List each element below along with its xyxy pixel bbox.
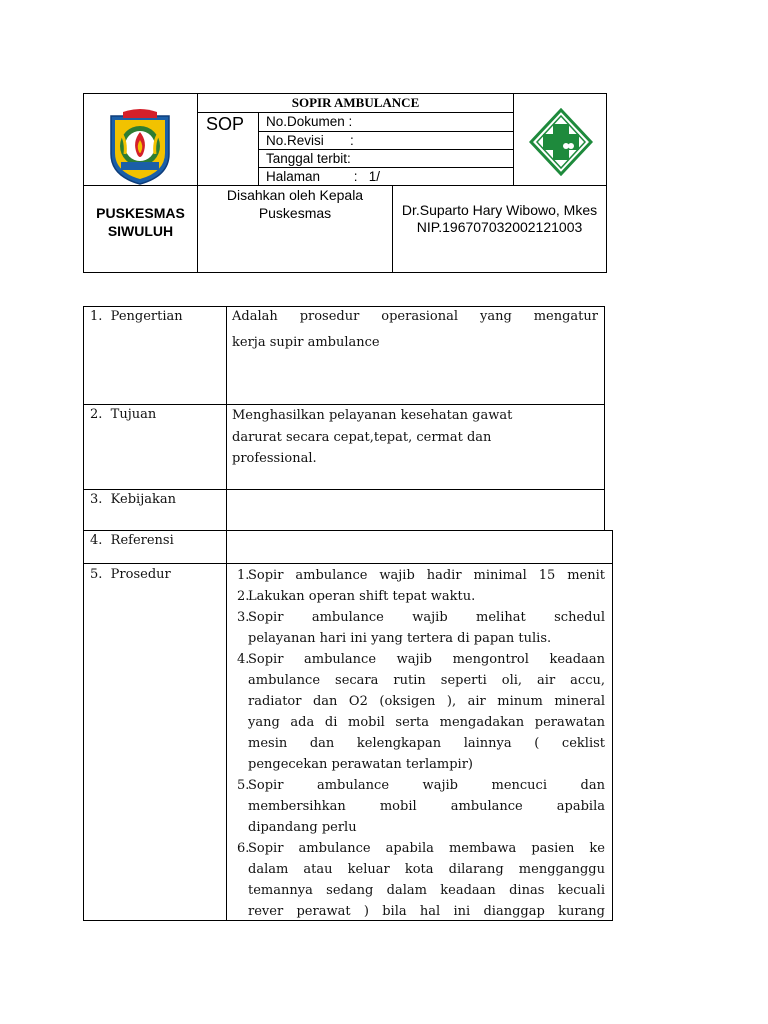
prosedur-label: 5. Prosedur xyxy=(90,567,171,582)
step-number: 3. xyxy=(237,610,250,625)
step-number: 6. xyxy=(237,841,250,856)
halaman-field: Halaman : 1/ xyxy=(266,169,381,184)
step-number: 4. xyxy=(237,652,250,667)
prosedur-step: 2. Lakukan operan shift tepat waktu. xyxy=(237,586,605,607)
pengertian-text-line2: kerja supir ambulance xyxy=(232,335,380,350)
no-revisi-field: No.Revisi : xyxy=(266,133,354,148)
referensi-label: 4. Referensi xyxy=(90,533,174,548)
step-number: 2. xyxy=(237,589,250,604)
prosedur-step: 1. Sopir ambulance wajib hadir minimal 15 menit xyxy=(237,565,605,586)
tujuan-label: 2. Tujuan xyxy=(90,407,157,422)
pengertian-text-line1: Adalah prosedur operasional yang mengatur xyxy=(232,309,598,324)
regency-emblem-icon xyxy=(103,108,177,186)
approval-text: Disahkan oleh Kepala Puskesmas xyxy=(226,187,364,221)
prosedur-step: 3. Sopir ambulance wajib melihat schedul pelayanan hari ini yang tertera di papan tulis. xyxy=(237,607,605,649)
prosedur-step: 6. Sopir ambulance apabila membawa pasien ke dalam atau keluar kota dilarang mengganggu temannya sedang dalam keadaan dinas kecuali rever perawat ) bila hal ini dianggap kurang xyxy=(237,838,605,922)
prosedur-step: 4. Sopir ambulance wajib mengontrol keadaan ambulance secara rutin seperti oli, air accu, radiator dan O2 (oksigen ), air minum mineral yang ada di mobil serta mengadakan perawatan mesin dan kelengkapan lainnya ( ceklist pengecekan perawatan terlampir) xyxy=(237,649,605,775)
sop-label: SOP xyxy=(206,114,245,134)
prosedur-step: 5. Sopir ambulance wajib mencuci dan membersihkan mobil ambulance apabila dipandang perlu xyxy=(237,775,605,838)
document-title: SOPIR AMBULANCE xyxy=(291,95,420,110)
pengertian-label: 1. Pengertian xyxy=(90,309,183,324)
step-number: 5. xyxy=(237,778,250,793)
institution-name: PUSKESMAS SIWULUH xyxy=(96,205,185,239)
tanggal-terbit-field: Tanggal terbit: xyxy=(266,151,351,166)
tujuan-text: Menghasilkan pelayanan kesehatan gawat darurat secara cepat,tepat, cermat dan professional. xyxy=(232,408,513,466)
step-number: 1. xyxy=(237,568,250,583)
puskesmas-cross-logo-icon xyxy=(529,108,593,176)
kebijakan-label: 3. Kebijakan xyxy=(90,492,176,507)
no-dokumen-field: No.Dokumen : xyxy=(266,114,353,129)
signer-block: Dr.Suparto Hary Wibowo, Mkes NIP.196707032002121003 xyxy=(401,202,598,235)
